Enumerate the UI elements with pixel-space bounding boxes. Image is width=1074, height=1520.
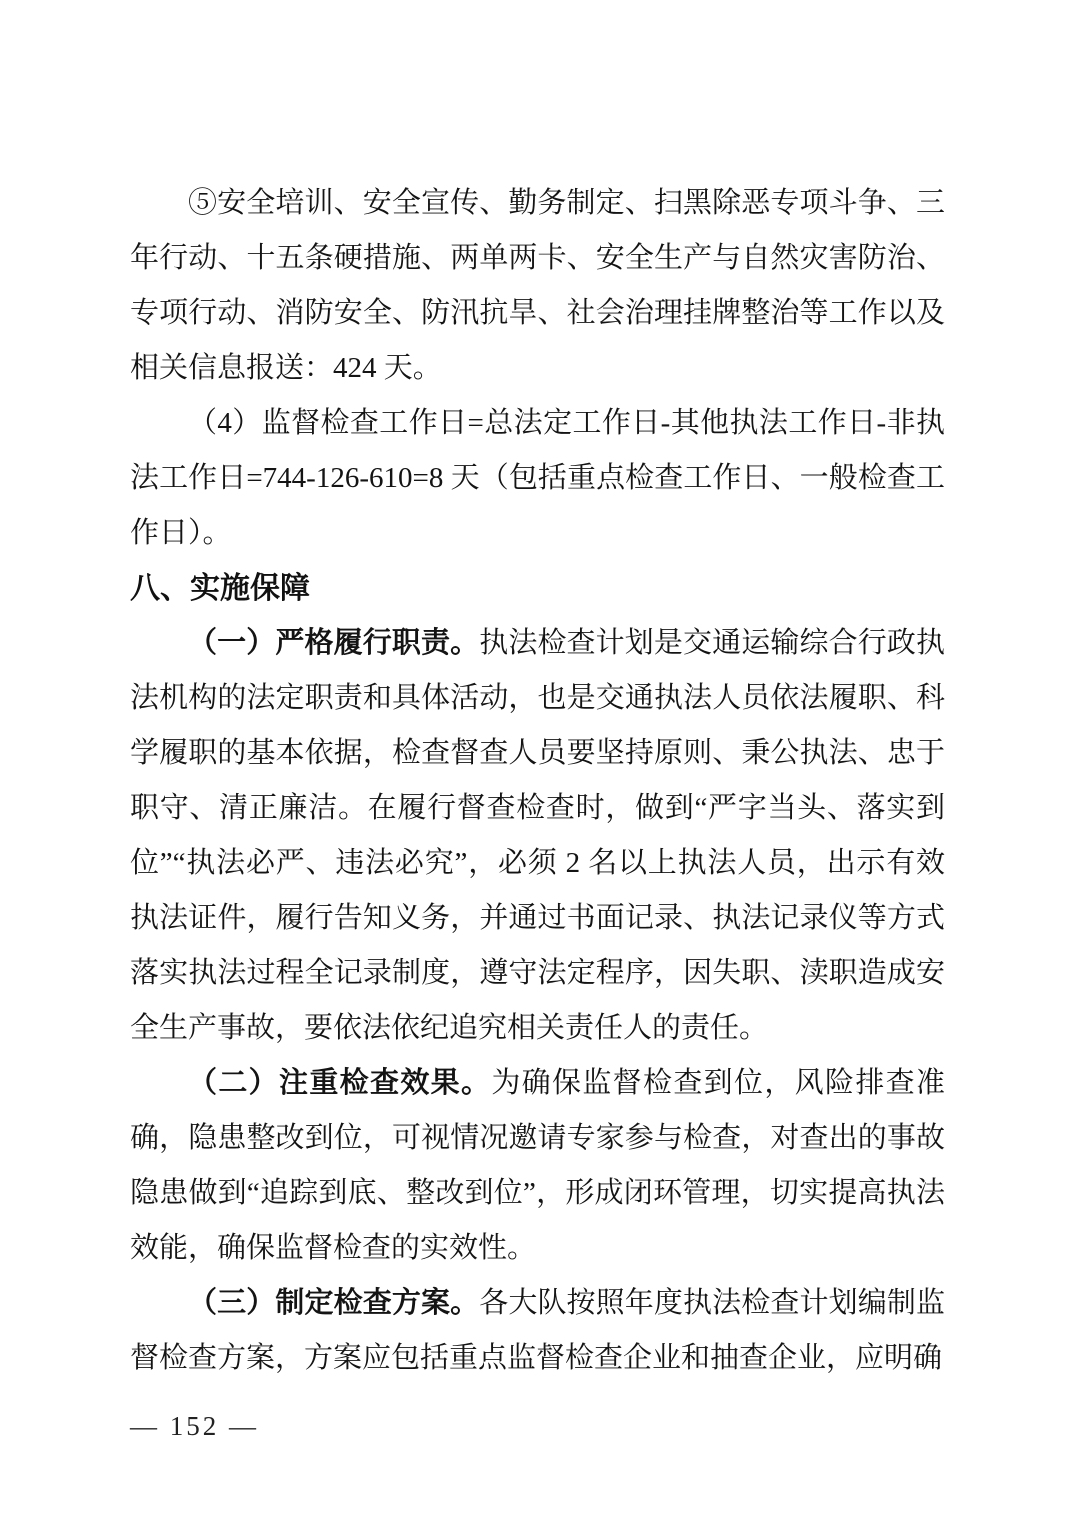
clause2-lead-text: （二）注重检查效果。 — [188, 1067, 492, 1099]
section-heading-implementation-guarantee: 八、实施保障 — [130, 572, 310, 605]
page-number: — 152 — — [130, 1411, 259, 1441]
clause1-lead-text: （一）严格履行职责。 — [188, 627, 480, 659]
paragraph-clause2 — [130, 1056, 945, 1276]
clause3-body-text: 各大队按照年度执法检查计划编制监督检查方案，方案应包括重点监督检查企业和抽查企业，应明确 — [130, 1287, 945, 1374]
clause1-body-text: 执法检查计划是交通运输综合行政执法机构的法定职责和具体活动，也是交通执法人员依法履职、科学履职的基本依据，检查督查人员要坚持原则、秉公执法、忠于职守、清正廉洁。在履行督查检查时，做到“严字当头、落实到位”“执法必严、违法必究”，必须 2 名以上执法人员，出示有效执法证件，履行告知义务，并通过书面记录、执法记录仪等方式落实执法过程全记录制度，遵守法定程序，因失职、渎职造成安全生产事故，要依法依纪追究相关责任人的责任。 — [130, 627, 945, 1044]
paragraph-clause3 — [130, 1276, 945, 1386]
clause3-lead-text: （三）制定检查方案。 — [188, 1287, 480, 1319]
paragraph-item5: ⑤安全培训、安全宣传、勤务制定、扫黑除恶专项斗争、三年行动、十五条硬措施、两单两卡、安全生产与自然灾害防治、专项行动、消防安全、防汛抗旱、社会治理挂牌整治等工作以及相关信息报送：424 天。 — [130, 187, 945, 384]
paragraph-clause1 — [130, 616, 945, 1056]
paragraph-item4-formula: （4）监督检查工作日=总法定工作日-其他执法工作日-非执法工作日=744-126-610=8 天（包括重点检查工作日、一般检查工作日）。 — [130, 407, 945, 549]
clause2-body-text: 为确保监督检查到位，风险排查准确，隐患整改到位，可视情况邀请专家参与检查，对查出的事故隐患做到“追踪到底、整改到位”，形成闭环管理，切实提高执法效能，确保监督检查的实效性。 — [130, 1067, 945, 1264]
